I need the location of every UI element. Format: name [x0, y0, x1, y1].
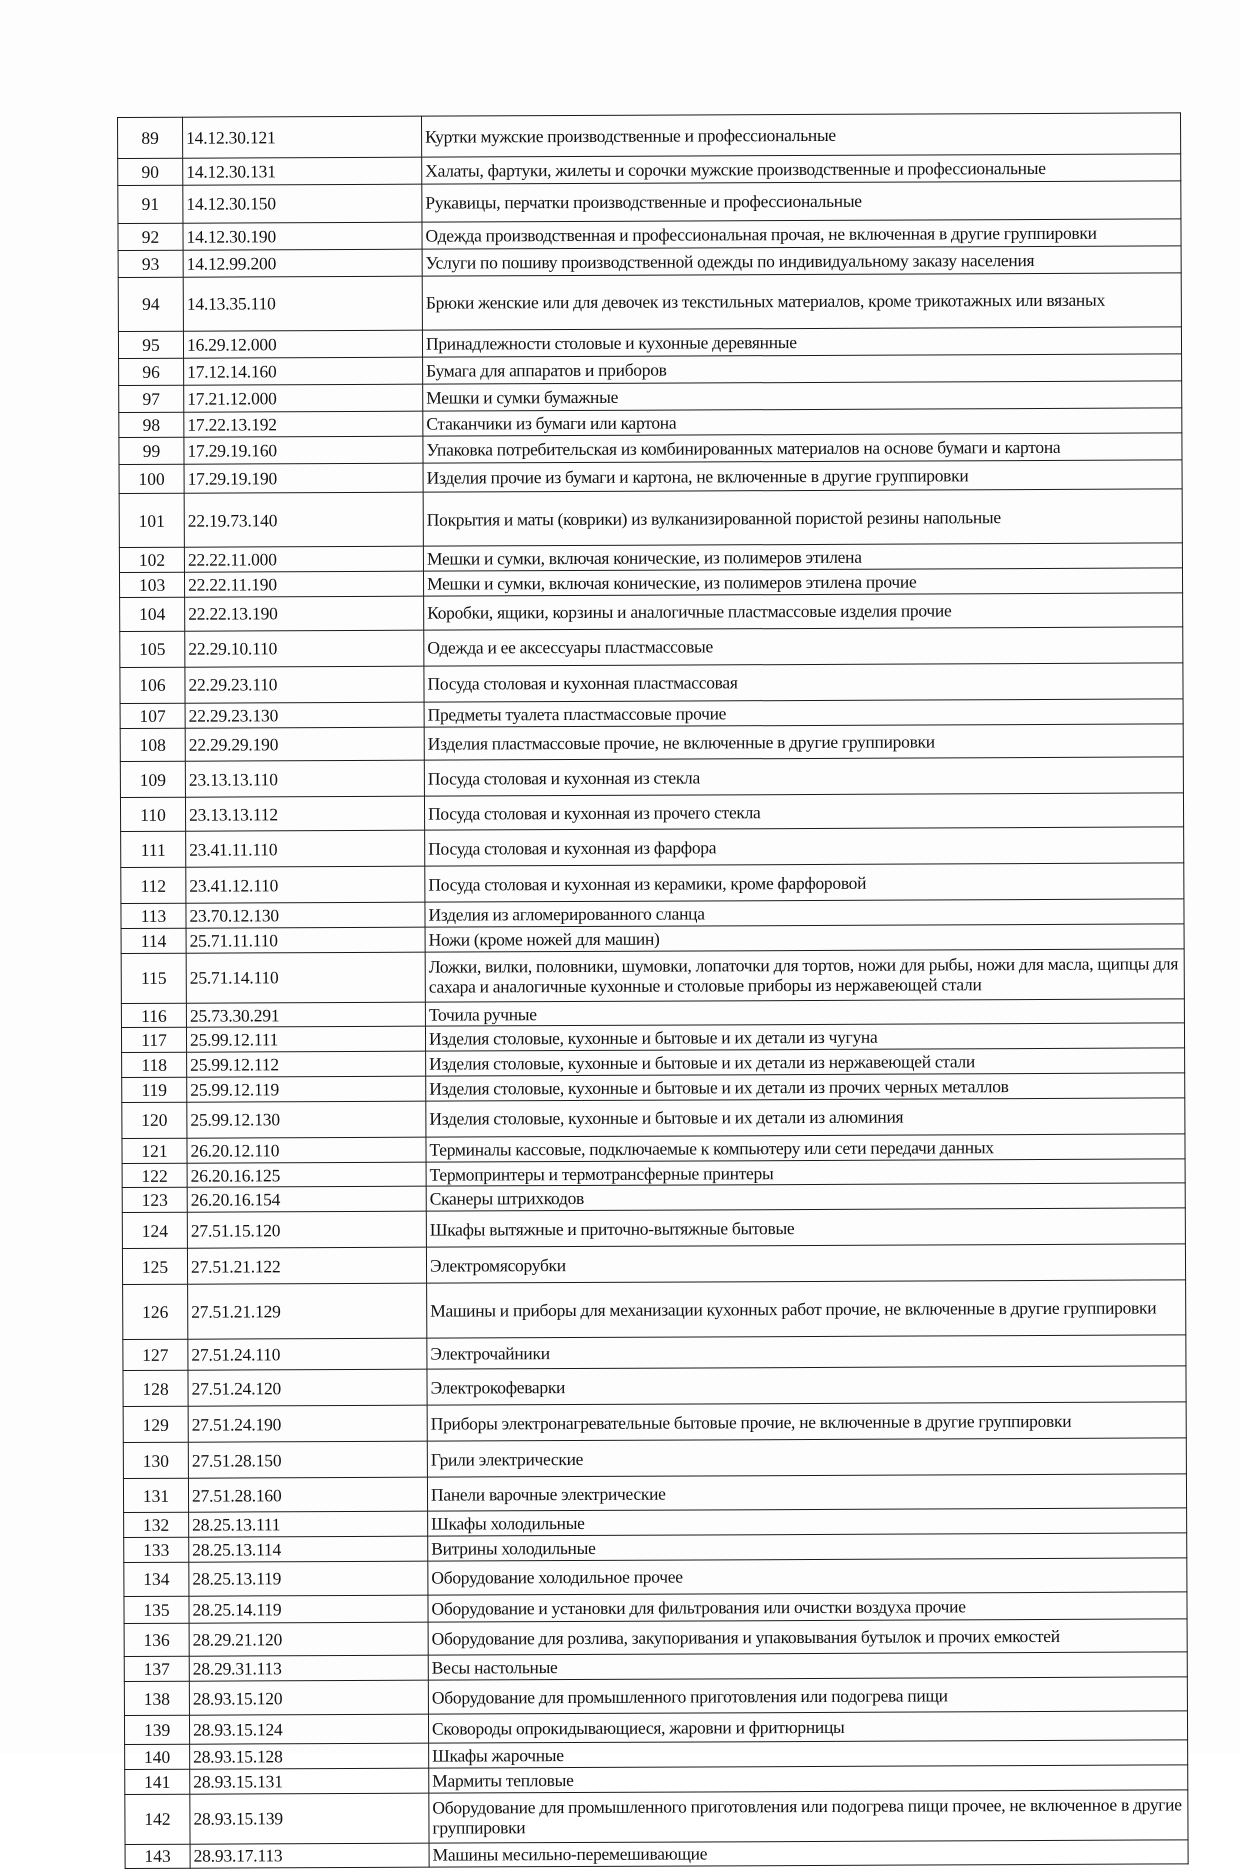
row-number-cell: 102 [119, 547, 184, 572]
description-cell: Терминалы кассовые, подключаемые к компьютеру или сети передачи данных [426, 1134, 1185, 1162]
table-body [118, 113, 1189, 1869]
description-cell: Изделия из агломерированного сланца [425, 899, 1184, 927]
description-cell: Одежда производственная и профессиональная прочая, не включенная в другие группировки [422, 219, 1181, 249]
okpd-code-cell: 28.25.13.119 [189, 1561, 428, 1596]
okpd-code-cell: 28.93.17.113 [190, 1843, 429, 1869]
description-cell: Весы настольные [428, 1652, 1187, 1680]
row-number-cell: 111 [121, 831, 186, 867]
table-row [121, 863, 1184, 904]
row-number-cell: 93 [118, 250, 183, 277]
table-row [120, 663, 1183, 704]
row-number-cell: 114 [121, 928, 186, 953]
row-number-cell: 98 [119, 412, 184, 437]
okpd-code-cell: 27.51.28.160 [188, 1478, 427, 1513]
okpd-code-cell: 22.19.73.140 [184, 492, 423, 547]
row-number-cell: 89 [118, 117, 183, 158]
okpd-code-cell: 25.73.30.291 [186, 1002, 425, 1028]
okpd-code-table [117, 112, 1189, 1869]
row-number-cell: 143 [125, 1844, 190, 1869]
description-cell: Электрокофеварки [427, 1366, 1186, 1405]
okpd-code-cell: 23.41.11.110 [186, 830, 425, 867]
row-number-cell: 138 [124, 1681, 189, 1715]
table-row [123, 1366, 1186, 1407]
description-cell: Куртки мужские производственные и профессиональные [421, 113, 1180, 157]
table-row [123, 1280, 1186, 1339]
okpd-code-cell: 27.51.24.110 [188, 1338, 427, 1371]
okpd-code-cell: 22.22.13.190 [185, 596, 424, 631]
row-number-cell: 126 [123, 1285, 188, 1339]
table-row [122, 1244, 1185, 1285]
row-number-cell: 90 [118, 158, 183, 185]
okpd-code-cell: 28.25.14.119 [189, 1595, 428, 1623]
okpd-code-cell: 17.22.13.192 [184, 411, 423, 437]
table-row [124, 1711, 1187, 1745]
description-cell: Оборудование для промышленного приготовления или подогрева пищи прочее, не включенное в другие группировки [429, 1790, 1188, 1843]
description-cell: Изделия столовые, кухонные и бытовые и их детали из прочих черных металлов [426, 1073, 1185, 1101]
row-number-cell: 110 [120, 798, 185, 832]
row-number-cell: 104 [120, 597, 185, 631]
table-row [123, 1402, 1186, 1443]
description-cell: Коробки, ящики, корзины и аналогичные пластмассовые изделия прочие [424, 593, 1183, 630]
table-row [118, 180, 1181, 223]
description-cell: Грили электрические [427, 1438, 1186, 1477]
description-cell: Рукавицы, перчатки производственные и профессиональные [422, 180, 1181, 222]
description-cell: Оборудование холодильное прочее [428, 1558, 1187, 1595]
description-cell: Мешки и сумки, включая конические, из полимеров этилена [423, 543, 1182, 571]
okpd-code-cell: 26.20.16.154 [187, 1187, 426, 1213]
table-row [124, 1618, 1187, 1656]
description-cell: Оборудование для промышленного приготовления или подогрева пищи [428, 1677, 1187, 1714]
okpd-code-cell: 25.71.14.110 [186, 952, 425, 1003]
table-row [125, 1790, 1188, 1844]
description-cell: Посуда столовая и кухонная из керамики, кроме фарфоровой [425, 863, 1184, 902]
description-cell: Оборудование и установки для фильтрования или очистки воздуха прочие [428, 1591, 1187, 1621]
row-number-cell: 116 [121, 1003, 186, 1028]
description-cell: Оборудование для розлива, закупоривания и упаковывания бутылок и прочих емкостей [428, 1618, 1187, 1655]
row-number-cell: 132 [124, 1512, 189, 1537]
description-cell: Посуда столовая и кухонная из прочего стекла [424, 793, 1183, 830]
okpd-code-cell: 28.93.15.139 [190, 1793, 429, 1844]
table-row [121, 949, 1184, 1003]
okpd-code-cell: 28.93.15.124 [189, 1714, 428, 1744]
row-number-cell: 101 [119, 493, 184, 547]
row-number-cell: 94 [118, 277, 183, 331]
okpd-code-cell: 26.20.12.110 [187, 1137, 426, 1163]
description-cell: Изделия столовые, кухонные и бытовые и их детали из чугуна [425, 1023, 1184, 1051]
description-cell: Приборы электронагревательные бытовые прочие, не включенные в другие группировки [427, 1402, 1186, 1441]
row-number-cell: 97 [119, 385, 184, 412]
description-cell: Сковороды опрокидывающиеся, жаровни и фритюрницы [428, 1711, 1187, 1744]
description-cell: Электрочайники [427, 1334, 1186, 1369]
row-number-cell: 106 [120, 667, 185, 703]
okpd-code-cell: 14.12.30.121 [183, 116, 422, 158]
description-cell: Термопринтеры и термотрансферные принтеры [426, 1159, 1185, 1187]
description-cell: Сканеры штрихкодов [426, 1183, 1185, 1211]
row-number-cell: 123 [122, 1188, 187, 1213]
row-number-cell: 108 [120, 728, 185, 762]
description-cell: Посуда столовая и кухонная пластмассовая [424, 663, 1183, 702]
table-row [120, 593, 1183, 631]
row-number-cell: 99 [119, 437, 184, 464]
okpd-code-cell: 14.12.30.131 [183, 157, 422, 185]
okpd-code-cell: 28.93.15.128 [190, 1743, 429, 1769]
okpd-code-cell: 17.29.19.190 [184, 463, 423, 493]
row-number-cell: 135 [124, 1596, 189, 1623]
okpd-code-cell: 22.29.23.130 [185, 702, 424, 728]
okpd-code-cell: 14.12.30.190 [183, 222, 422, 250]
description-cell: Витрины холодильные [428, 1533, 1187, 1561]
description-cell: Посуда столовая и кухонная из фарфора [425, 827, 1184, 866]
table-row [119, 489, 1182, 548]
table-row [118, 273, 1181, 332]
table-row [120, 626, 1183, 667]
description-cell: Брюки женские или для девочек из текстильных материалов, кроме трикотажных или вязаных [422, 273, 1181, 330]
okpd-code-cell: 28.25.13.114 [189, 1536, 428, 1562]
okpd-code-cell: 25.99.12.119 [187, 1076, 426, 1102]
row-number-cell: 91 [118, 185, 183, 224]
okpd-code-cell: 28.29.21.120 [189, 1622, 428, 1657]
okpd-code-cell: 27.51.28.150 [188, 1442, 427, 1479]
table-row [122, 1208, 1185, 1249]
okpd-code-cell: 25.99.12.111 [186, 1027, 425, 1053]
description-cell: Стаканчики из бумаги или картона [423, 408, 1182, 436]
table-row [123, 1334, 1186, 1370]
row-number-cell: 109 [120, 762, 185, 798]
okpd-code-cell: 23.41.12.110 [186, 866, 425, 903]
row-number-cell: 121 [122, 1138, 187, 1163]
description-cell: Шкафы жарочные [429, 1740, 1188, 1768]
row-number-cell: 136 [124, 1623, 189, 1657]
okpd-code-cell: 17.29.19.160 [184, 436, 423, 464]
okpd-code-cell: 26.20.16.125 [187, 1162, 426, 1188]
okpd-code-cell: 16.29.12.000 [183, 330, 422, 358]
row-number-cell: 134 [124, 1562, 189, 1596]
description-cell: Изделия столовые, кухонные и бытовые и их детали из нержавеющей стали [426, 1048, 1185, 1076]
table-row [119, 460, 1182, 494]
description-cell: Принадлежности столовые и кухонные деревянные [422, 327, 1181, 357]
row-number-cell: 124 [122, 1212, 187, 1248]
table-row [121, 827, 1184, 868]
okpd-code-cell: 25.71.11.110 [186, 927, 425, 953]
table-row [124, 1677, 1187, 1715]
row-number-cell: 105 [120, 631, 185, 667]
row-number-cell: 95 [118, 331, 183, 358]
okpd-code-cell: 27.51.15.120 [187, 1211, 426, 1248]
row-number-cell: 119 [122, 1077, 187, 1102]
description-cell: Панели варочные электрические [427, 1474, 1186, 1511]
row-number-cell: 96 [119, 358, 184, 385]
description-cell: Покрытия и маты (коврики) из вулканизированной пористой резины напольные [423, 489, 1182, 546]
row-number-cell: 125 [122, 1249, 187, 1285]
row-number-cell: 142 [125, 1794, 190, 1844]
okpd-code-cell: 28.93.15.120 [189, 1680, 428, 1715]
row-number-cell: 141 [125, 1769, 190, 1794]
row-number-cell: 139 [124, 1715, 189, 1745]
table-row [122, 1098, 1185, 1139]
description-cell: Одежда и ее аксессуары пластмассовые [424, 626, 1183, 665]
okpd-code-cell: 14.13.35.110 [183, 276, 422, 331]
description-cell: Машины месильно-перемешивающие [429, 1839, 1188, 1867]
row-number-cell: 118 [122, 1052, 187, 1077]
description-cell: Предметы туалета пластмассовые прочие [424, 699, 1183, 727]
table-row [123, 1474, 1186, 1512]
description-cell: Упаковка потребительская из комбинированных материалов на основе бумаги и картона [423, 433, 1182, 463]
okpd-code-cell: 22.22.11.190 [184, 571, 423, 597]
okpd-code-cell: 23.70.12.130 [186, 903, 425, 929]
table-row [120, 757, 1183, 798]
row-number-cell: 130 [123, 1443, 188, 1479]
okpd-code-cell: 22.29.23.110 [185, 666, 424, 703]
row-number-cell: 122 [122, 1163, 187, 1188]
table-row [120, 723, 1183, 761]
description-cell: Ложки, вилки, половники, шумовки, лопаточки для тортов, ножи для рыбы, ножи для масла, щипцы для сахара и аналогичные кухонные и столовые приборы из нержавеющей стали [425, 949, 1184, 1002]
description-cell: Изделия пластмассовые прочие, не включенные в другие группировки [424, 723, 1183, 760]
description-cell: Электромясорубки [426, 1244, 1185, 1283]
description-cell: Мешки и сумки бумажные [423, 381, 1182, 411]
description-cell: Изделия столовые, кухонные и бытовые и их детали из алюминия [426, 1098, 1185, 1137]
description-cell: Изделия прочие из бумаги и картона, не включенные в другие группировки [423, 460, 1182, 493]
table-row [125, 1839, 1188, 1868]
description-cell: Шкафы вытяжные и приточно-вытяжные бытовые [426, 1208, 1185, 1247]
description-cell: Шкафы холодильные [428, 1508, 1187, 1536]
row-number-cell: 127 [123, 1339, 188, 1371]
description-cell: Машины и приборы для механизации кухонных работ прочие, не включенные в другие группировки [427, 1280, 1186, 1337]
description-cell: Ножи (кроме ножей для машин) [425, 924, 1184, 952]
okpd-code-cell: 14.12.99.200 [183, 249, 422, 277]
row-number-cell: 140 [125, 1745, 190, 1770]
okpd-code-cell: 28.93.15.131 [190, 1768, 429, 1794]
okpd-code-cell: 14.12.30.150 [183, 184, 422, 223]
description-cell: Мешки и сумки, включая конические, из полимеров этилена прочие [423, 568, 1182, 596]
row-number-cell: 133 [124, 1537, 189, 1562]
table-row [123, 1438, 1186, 1479]
description-cell: Бумага для аппаратов и приборов [423, 354, 1182, 384]
row-number-cell: 137 [124, 1657, 189, 1682]
row-number-cell: 100 [119, 464, 184, 494]
table-row [120, 793, 1183, 831]
okpd-code-cell: 17.21.12.000 [184, 384, 423, 412]
row-number-cell: 113 [121, 904, 186, 929]
row-number-cell: 103 [119, 572, 184, 597]
row-number-cell: 107 [120, 703, 185, 728]
table-row [124, 1558, 1187, 1596]
okpd-code-cell: 28.25.13.111 [189, 1511, 428, 1537]
okpd-code-cell: 27.51.24.190 [188, 1405, 427, 1442]
description-cell: Услуги по пошиву производственной одежды по индивидуальному заказу населения [422, 246, 1181, 276]
row-number-cell: 128 [123, 1370, 188, 1406]
row-number-cell: 129 [123, 1406, 188, 1442]
okpd-code-cell: 25.99.12.130 [187, 1101, 426, 1138]
row-number-cell: 92 [118, 223, 183, 250]
okpd-code-cell: 28.29.31.113 [189, 1656, 428, 1682]
okpd-code-cell: 27.51.24.120 [188, 1369, 427, 1406]
table-row [118, 113, 1181, 158]
description-cell: Точила ручные [425, 998, 1184, 1026]
description-cell: Халаты, фартуки, жилеты и сорочки мужские производственные и профессиональные [422, 153, 1181, 183]
description-cell: Посуда столовая и кухонная из стекла [424, 757, 1183, 796]
row-number-cell: 131 [123, 1479, 188, 1513]
okpd-code-cell: 17.12.14.160 [184, 357, 423, 385]
okpd-code-cell: 27.51.21.122 [187, 1248, 426, 1285]
okpd-code-cell: 22.29.10.110 [185, 630, 424, 667]
row-number-cell: 120 [122, 1102, 187, 1138]
okpd-code-cell: 23.13.13.112 [185, 797, 424, 832]
description-cell: Мармиты тепловые [429, 1765, 1188, 1793]
row-number-cell: 115 [121, 953, 186, 1003]
okpd-code-cell: 22.29.29.190 [185, 727, 424, 762]
row-number-cell: 112 [121, 868, 186, 904]
okpd-code-cell: 27.51.21.129 [188, 1284, 427, 1339]
okpd-code-cell: 25.99.12.112 [187, 1051, 426, 1077]
okpd-code-cell: 22.22.11.000 [184, 546, 423, 572]
row-number-cell: 117 [121, 1028, 186, 1053]
okpd-code-cell: 23.13.13.110 [185, 761, 424, 798]
